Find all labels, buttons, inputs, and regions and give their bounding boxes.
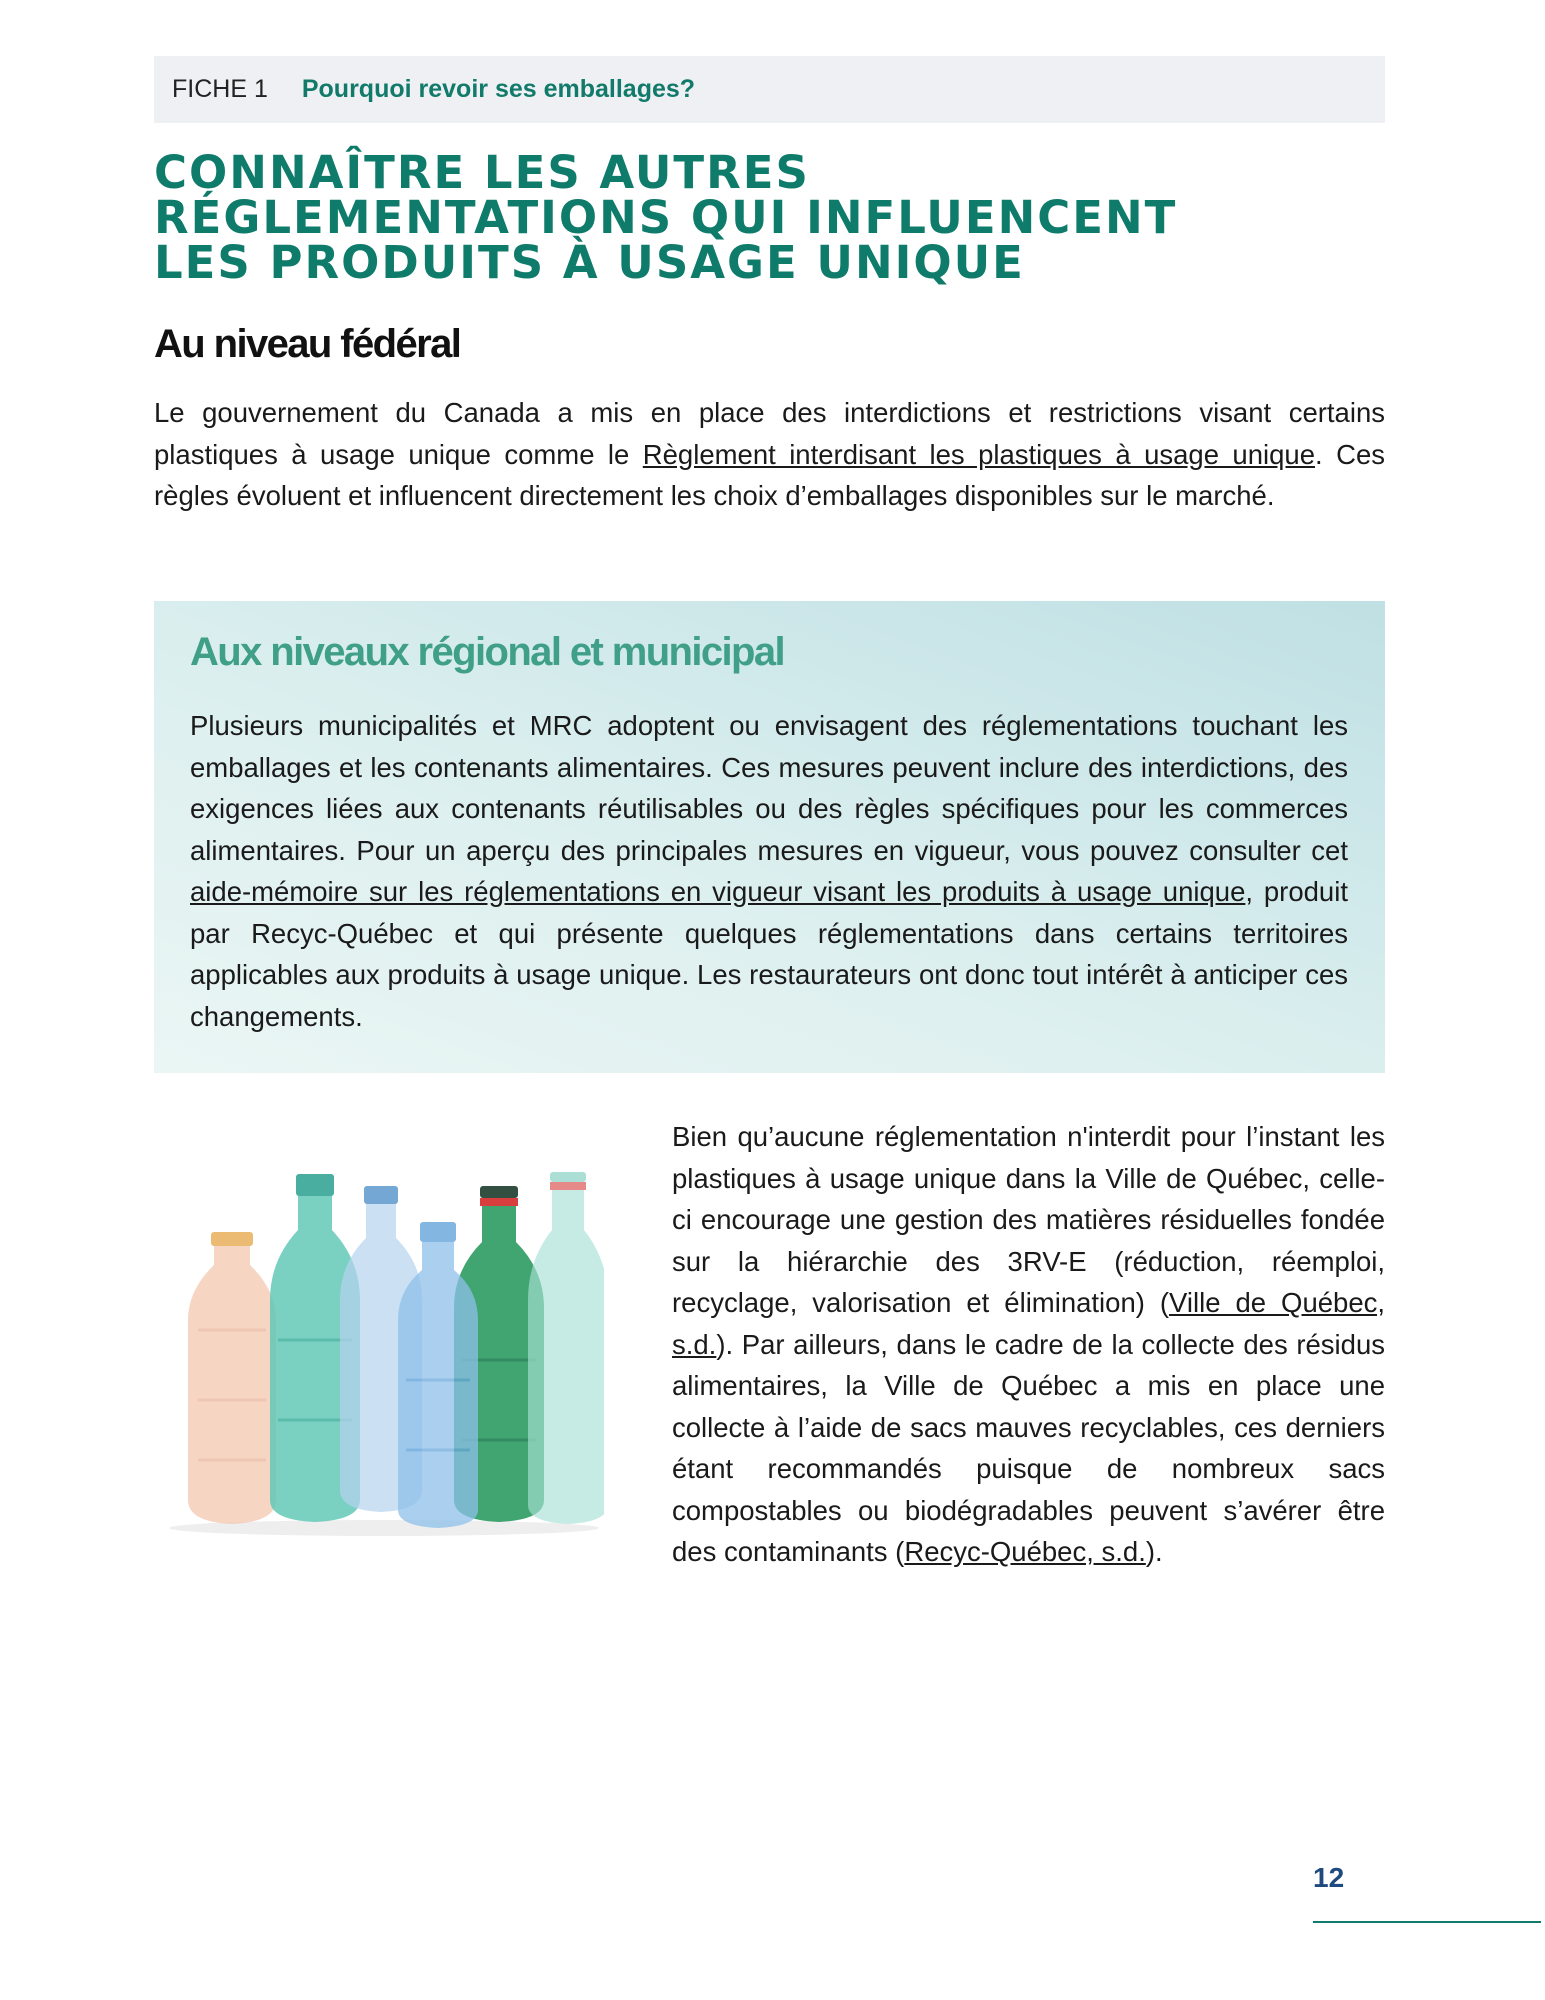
regional-aide-memoire-link[interactable]: aide-mémoire sur les réglementations en vigueur visant les produits à usage unique xyxy=(190,876,1246,907)
page-number: 12 xyxy=(1313,1862,1345,1893)
federal-heading: Au niveau fédéral xyxy=(154,322,461,366)
federal-regulation-link[interactable]: Règlement interdisant les plastiques à usage unique xyxy=(642,438,1316,470)
regional-text-before: Plusieurs municipalités et MRC adoptent ou envisagent des réglementations touchant les emballages et les contenants alimentaires. Ces mesures peuvent inclure des interdictions, des exigences liées aux contenants réutilisables ou des règles spécifiques pour les commerces alimentaires. Pour un aperçu des principales mesures en vigueur, vous pouvez consulter cet xyxy=(190,710,1348,866)
regional-text-after: , produit par Recyc-Québec et qui présente quelques réglementations dans certains territoires applicables aux produits à usage unique. Les restaurateurs ont donc tout intérêt à anticiper ces changements. xyxy=(190,876,1348,1032)
header-subtitle: Pourquoi revoir ses emballages? xyxy=(301,75,696,103)
title-line-2: RÉGLEMENTATIONS QUI INFLUENCENT xyxy=(154,191,1178,244)
federal-text-after: . Ces règles évoluent et influencent directement les choix d’emballages disponibles sur le marché. xyxy=(154,438,1385,511)
page-title xyxy=(154,146,1385,289)
footer-divider xyxy=(1313,1921,1541,1923)
header-bar xyxy=(154,56,1385,123)
recyc-quebec-link[interactable]: Recyc-Québec, s.d. xyxy=(904,1536,1146,1567)
federal-paragraph xyxy=(154,392,1385,517)
quebec-text-1: Bien qu’aucune réglementation n'interdit pour l’instant les plastiques à usage unique dans la Ville de Québec, celle-ci encourage une gestion des matières résiduelles fondée sur la hiérarchie des 3RV-E (réduction, réemploi, recyclage, valorisation et élimination) ( xyxy=(672,1121,1385,1318)
plastic-bottles-icon xyxy=(164,1160,604,1540)
plastic-bottles-image xyxy=(164,1160,604,1545)
fiche-label: FICHE 1 xyxy=(172,75,268,103)
federal-text-before: Le gouvernement du Canada a mis en place des interdictions et restrictions visant certains plastiques à usage unique comme le xyxy=(154,397,1385,470)
title-line-3: LES PRODUITS À USAGE UNIQUE xyxy=(154,236,1025,289)
ville-de-quebec-link[interactable]: Ville de Québec, s.d. xyxy=(672,1287,1386,1360)
quebec-text-3: ). xyxy=(1145,1536,1163,1567)
title-line-1: CONNAÎTRE LES AUTRES xyxy=(154,146,810,199)
regional-paragraph xyxy=(190,705,1348,1037)
regional-heading: Aux niveaux régional et municipal xyxy=(190,630,785,674)
quebec-paragraph xyxy=(672,1116,1385,1573)
quebec-text-2: ). Par ailleurs, dans le cadre de la collecte des résidus alimentaires, la Ville de Québec a mis en place une collecte à l’aide de sacs mauves recyclables, ces derniers étant recommandés puisque de nombreux sacs compostables ou biodégradables peuvent s’avérer être des contaminants ( xyxy=(672,1328,1385,1567)
